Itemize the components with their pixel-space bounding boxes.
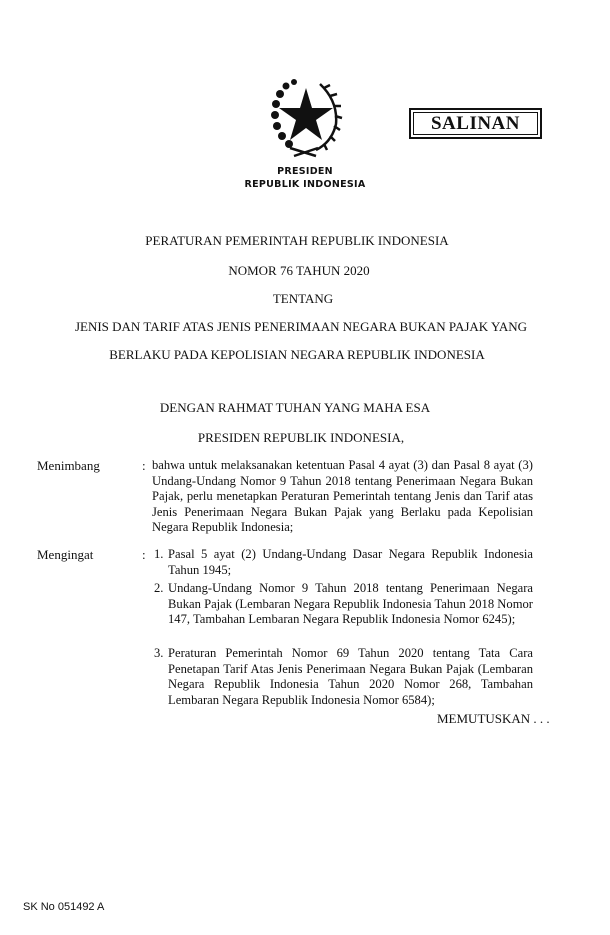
- office-line-republic: REPUBLIK INDONESIA: [244, 179, 366, 190]
- state-emblem-icon: [268, 76, 344, 158]
- mengingat-item-text: Peraturan Pemerintah Nomor 69 Tahun 2020 tentang Tata Cara Penetapan Tarif Atas Jenis Penerimaan Negara Bukan Pajak (Lembaran Negara Republik Indonesia Tahun 2020 Nomor 268, Tambahan Lembaran Negara Republik Indonesia Nomor 6584);: [168, 646, 533, 707]
- mengingat-item-number: 1.: [154, 547, 164, 561]
- regulation-subject-line1: JENIS DAN TARIF ATAS JENIS PENERIMAAN NEGARA BUKAN PAJAK YANG: [74, 319, 528, 334]
- menimbang-colon: :: [142, 458, 146, 473]
- regulation-title: PERATURAN PEMERINTAH REPUBLIK INDONESIA: [145, 233, 449, 248]
- document-serial-number: SK No 051492 A: [23, 901, 105, 913]
- menimbang-text: bahwa untuk melaksanakan ketentuan Pasal 4 ayat (3) dan Pasal 8 ayat (3) Undang-Undang Nomor 9 Tahun 2018 tentang Penerimaan Negara Bukan Pajak, perlu menetapkan Peraturan Pemerintah tentang Jenis dan Tarif atas Jenis Penerimaan Negara Bukan Pajak yang Berlaku pada Kepolisian Negara Republik Indonesia;: [152, 458, 533, 535]
- menimbang-label: Menimbang: [37, 458, 100, 473]
- mengingat-item-text: Pasal 5 ayat (2) Undang-Undang Dasar Negara Republik Indonesia Tahun 1945;: [168, 547, 533, 577]
- mengingat-item-text: Undang-Undang Nomor 9 Tahun 2018 tentang Penerimaan Negara Bukan Pajak (Lembaran Negara Republik Indonesia Tahun 2018 Nomor 147, Tambahan Lembaran Negara Republik Indonesia Nomor 6245);: [168, 581, 533, 627]
- office-line-president: PRESIDEN: [277, 166, 333, 177]
- regulation-about: TENTANG: [272, 291, 334, 306]
- regulation-number: NOMOR 76 TAHUN 2020: [228, 263, 370, 278]
- enactor: PRESIDEN REPUBLIK INDONESIA,: [197, 430, 405, 445]
- mengingat-item-number: 3.: [154, 646, 164, 660]
- mengingat-label: Mengingat: [37, 547, 94, 562]
- continuation-marker: MEMUTUSKAN . . .: [437, 711, 550, 726]
- mengingat-item-number: 2.: [154, 581, 164, 595]
- mengingat-colon: :: [142, 547, 146, 562]
- regulation-subject-line2: BERLAKU PADA KEPOLISIAN NEGARA REPUBLIK INDONESIA: [109, 347, 485, 362]
- invocation: DENGAN RAHMAT TUHAN YANG MAHA ESA: [159, 400, 431, 415]
- salinan-stamp: SALINAN: [409, 108, 542, 139]
